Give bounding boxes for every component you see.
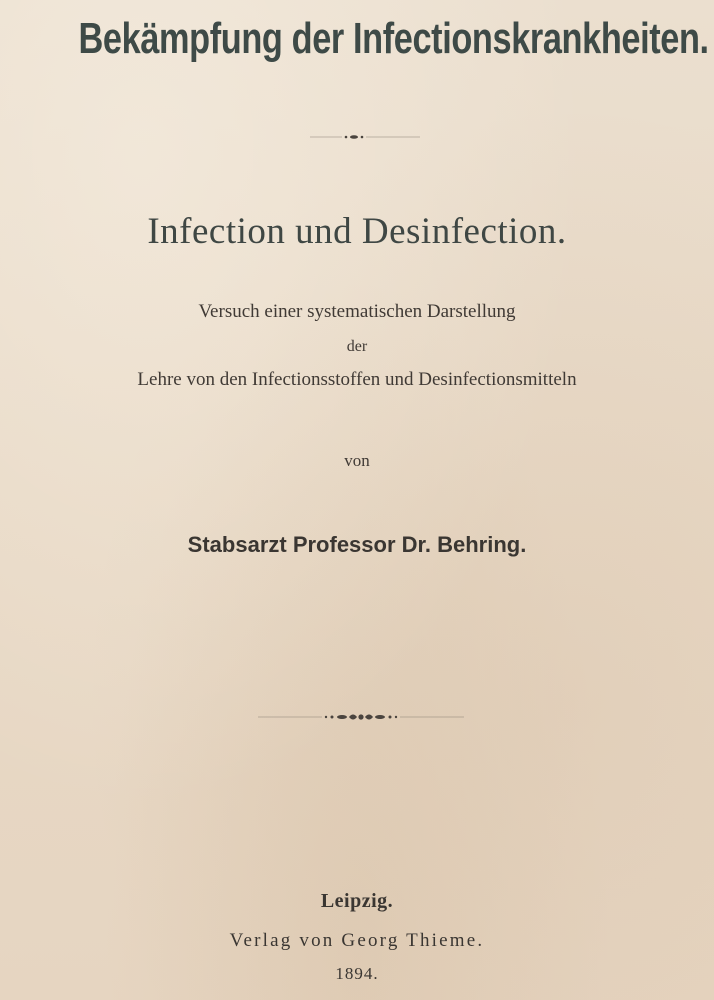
main-title: Infection und Desinfection.: [147, 211, 567, 252]
author-name: Stabsarzt Professor Dr. Behring.: [187, 532, 527, 557]
by-line: von: [344, 451, 370, 470]
publication-year: 1894.: [335, 964, 379, 983]
publisher: Verlag von Georg Thieme.: [229, 930, 485, 951]
place-of-publication: Leipzig.: [320, 890, 394, 912]
scroll-rule-ornament: [258, 710, 464, 724]
small-rule-ornament: [310, 131, 420, 143]
series-title: Bekämpfung der Infectionskrankheiten.: [78, 14, 709, 63]
subtitle-line-3: Lehre von den Infectionsstoffen und Desinfectionsmitteln: [137, 369, 577, 390]
subtitle-line-2: der: [346, 338, 368, 355]
subtitle-line-1: Versuch einer systematischen Darstellung: [198, 301, 516, 322]
